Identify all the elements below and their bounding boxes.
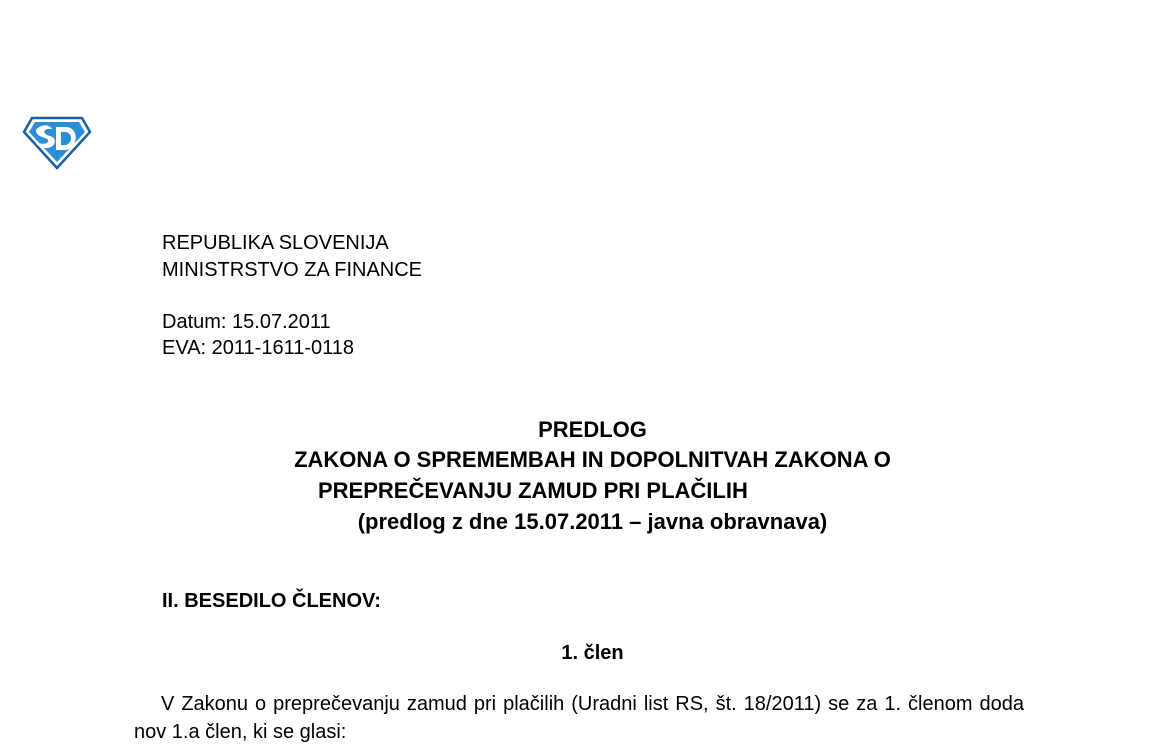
title-line-2: ZAKONA O SPREMEMBAH IN DOPOLNITVAH ZAKONA O xyxy=(294,447,891,472)
eva-number: EVA: 2011-1611-0118 xyxy=(162,337,354,359)
sd-shield-logo-icon xyxy=(22,116,92,170)
title-line-3: PREPREČEVANJU ZAMUD PRI PLAČILIH xyxy=(318,478,748,503)
country-name: REPUBLIKA SLOVENIJA xyxy=(162,232,389,254)
ministry-name: MINISTRSTVO ZA FINANCE xyxy=(162,259,423,281)
article-heading: 1. člen xyxy=(561,642,624,664)
article-paragraph: V Zakonu o preprečevanju zamud pri plačilih (Uradni list RS, št. 18/2011) se za 1. členom doda nov 1.a člen, ki se glasi: xyxy=(134,693,1024,743)
title-line-1: PREDLOG xyxy=(538,417,647,442)
title-line-4: (predlog z dne 15.07.2011 – javna obravnava) xyxy=(357,509,828,534)
document-date: Datum: 15.07.2011 xyxy=(162,311,331,333)
section-heading: II. BESEDILO ČLENOV: xyxy=(162,590,381,612)
